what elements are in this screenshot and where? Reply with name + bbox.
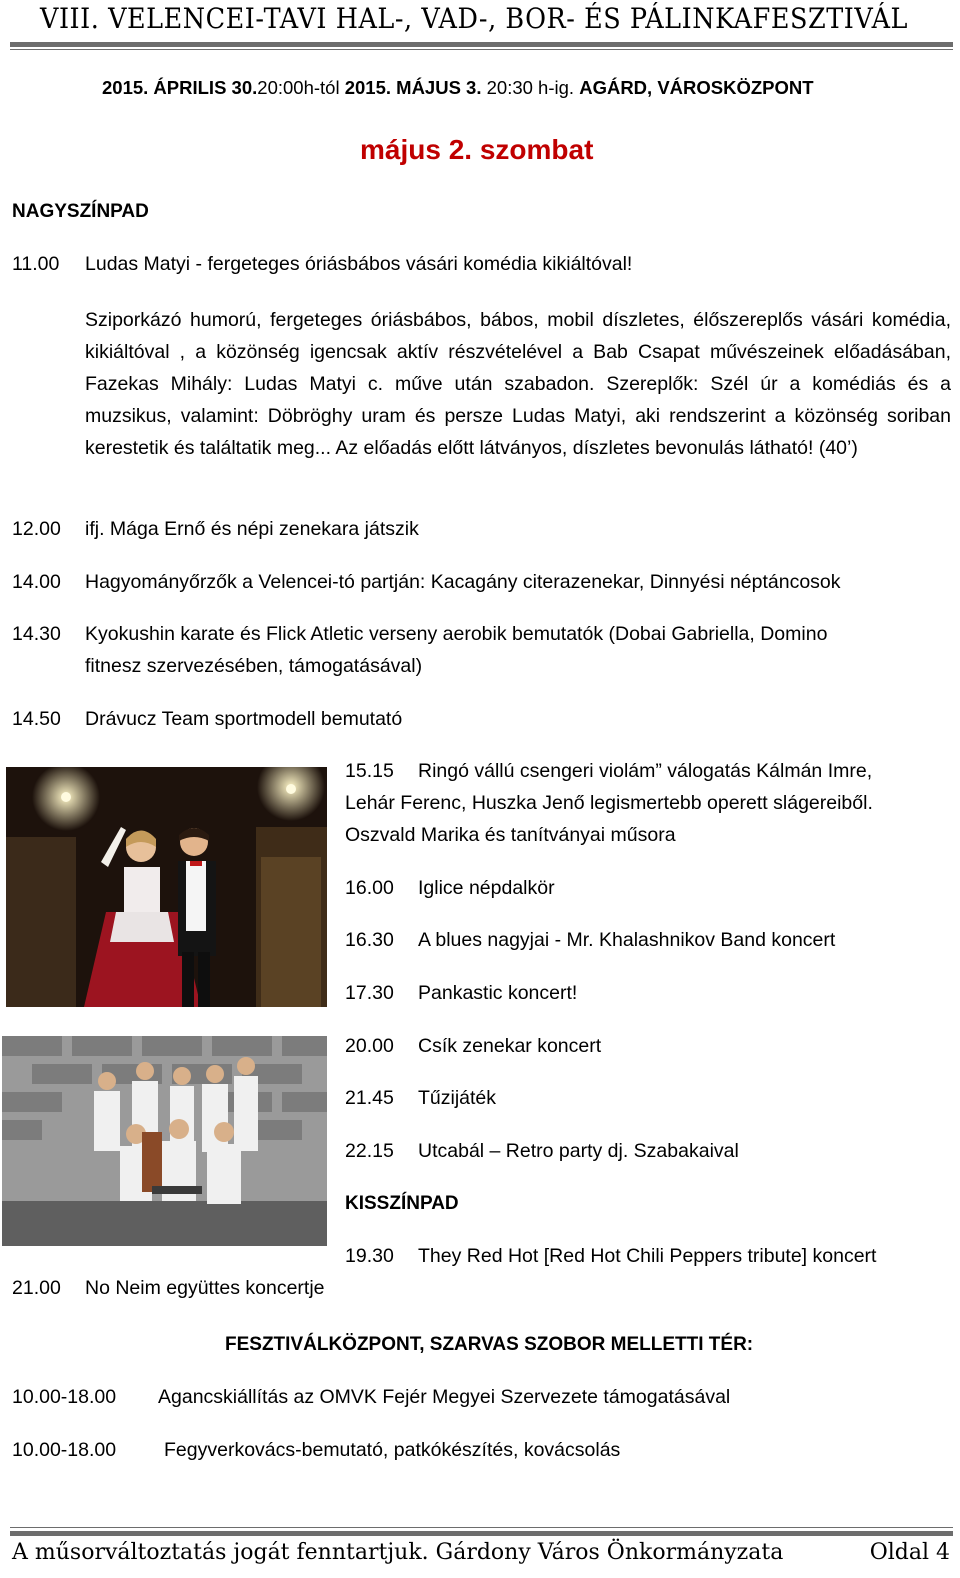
time-end: 20:30 h-ig. [486, 77, 575, 98]
program-text: Ringó vállú csengeri violám” válogatás Kálmán Imre, [418, 760, 873, 782]
program-text: Kyokushin karate és Flick Atletic verseny aerobik bemutatók (Dobai Gabriella, Domino [85, 623, 828, 645]
program-text: Fegyverkovács-bemutató, patkókészítés, kovácsolás [164, 1439, 621, 1461]
program-text: A blues nagyjai - Mr. Khalashnikov Band koncert [418, 929, 836, 951]
date-start: 2015. ÁPRILIS 30. [102, 77, 258, 98]
program-title: Ludas Matyi - fergeteges óriásbábos vásári komédia kikiáltóval! [85, 253, 633, 275]
program-text: Tűzijáték [418, 1087, 497, 1109]
program-time: 16.30 [345, 929, 394, 951]
section-heading-fesztivalkozpont: FESZTIVÁLKÖZPONT, SZARVAS SZOBOR MELLETTI TÉR: [225, 1334, 754, 1355]
time-start: 20:00h-tól [257, 77, 340, 98]
operetta-photo [6, 767, 327, 1007]
program-text-continued: fitnesz szervezésében, támogatásával) [85, 655, 423, 677]
band-photo [2, 1036, 327, 1246]
program-text: Utcabál – Retro party dj. Szabakaival [418, 1140, 739, 1162]
page-number: Oldal 4 [869, 1540, 950, 1565]
program-time: 21.00 [12, 1277, 61, 1299]
day-heading: május 2. szombat [360, 134, 594, 165]
program-time: 12.00 [12, 518, 61, 540]
program-time: 15.15 [345, 760, 394, 782]
program-text: Iglice népdalkör [418, 877, 555, 899]
program-time: 14.50 [12, 708, 61, 730]
program-time: 19.30 [345, 1245, 394, 1267]
program-text: They Red Hot [Red Hot Chili Peppers tribute] koncert [418, 1245, 877, 1267]
program-time: 17.30 [345, 982, 394, 1004]
program-time: 11.00 [12, 253, 60, 275]
section-heading-nagyszinpad: NAGYSZÍNPAD [12, 201, 149, 222]
program-time: 10.00-18.00 [12, 1439, 117, 1461]
program-description: Sziporkázó humorú, fergeteges óriásbábos, bábos, mobil díszletes, élőszereplős vásári komédia, kikiáltóval , a közönség igencsak aktív részvételével a Bab Csapat művészeinek előadásában, Fazekas Mihály: Ludas Matyi c. műve után szabadon. Szereplők: Szél úr a komédiás és a muzsikus, valamint: Döbröghy uram és persze Ludas Matyi, aki rendszerint a közönség soriban kerestetik és találtatik meg... Az előadás előtt látványos, díszletes bevonulás látható! (40’) [85, 309, 951, 459]
program-text: Csík zenekar koncert [418, 1035, 602, 1057]
program-time: 16.00 [345, 877, 394, 899]
event-dates [102, 77, 814, 99]
footer-note: A műsorváltoztatás jogát fenntartjuk. Gárdony Város Önkormányzata [12, 1540, 784, 1565]
document-title: VIII. VELENCEI-TAVI HAL-, VAD-, BOR- ÉS PÁLINKAFESZTIVÁL [40, 2, 908, 35]
program-text: Drávucz Team sportmodell bemutató [85, 708, 403, 730]
program-time: 22.15 [345, 1140, 394, 1162]
event-location: AGÁRD, VÁROSKÖZPONT [579, 77, 814, 98]
date-end: 2015. MÁJUS 3. [344, 77, 482, 98]
program-time: 14.00 [12, 571, 61, 593]
program-time: 14.30 [12, 623, 61, 645]
header-rule-thin [10, 49, 953, 50]
program-time: 10.00-18.00 [12, 1386, 117, 1408]
program-text: No Neim együttes koncertje [85, 1277, 325, 1299]
program-text: Agancskiállítás az OMVK Fejér Megyei Szervezete támogatásával [158, 1386, 731, 1408]
footer-rule-thick [10, 1531, 953, 1536]
section-heading-kisszinpad: KISSZÍNPAD [345, 1193, 459, 1214]
header-rule-thick [10, 42, 953, 47]
program-text: Pankastic koncert! [418, 982, 578, 1004]
program-text: Hagyományőrzők a Velencei-tó partján: Kacagány citerazenekar, Dinnyési néptáncosok [85, 571, 841, 593]
program-text-continued: Lehár Ferenc, Huszka Jenő legismertebb operett slágereiből. [345, 792, 873, 814]
program-time: 20.00 [345, 1035, 394, 1057]
program-text: ifj. Mága Ernő és népi zenekara játszik [85, 518, 419, 540]
program-text-continued: Oszvald Marika és tanítványai műsora [345, 824, 676, 846]
footer-rule-thin [10, 1527, 953, 1528]
program-time: 21.45 [345, 1087, 394, 1109]
